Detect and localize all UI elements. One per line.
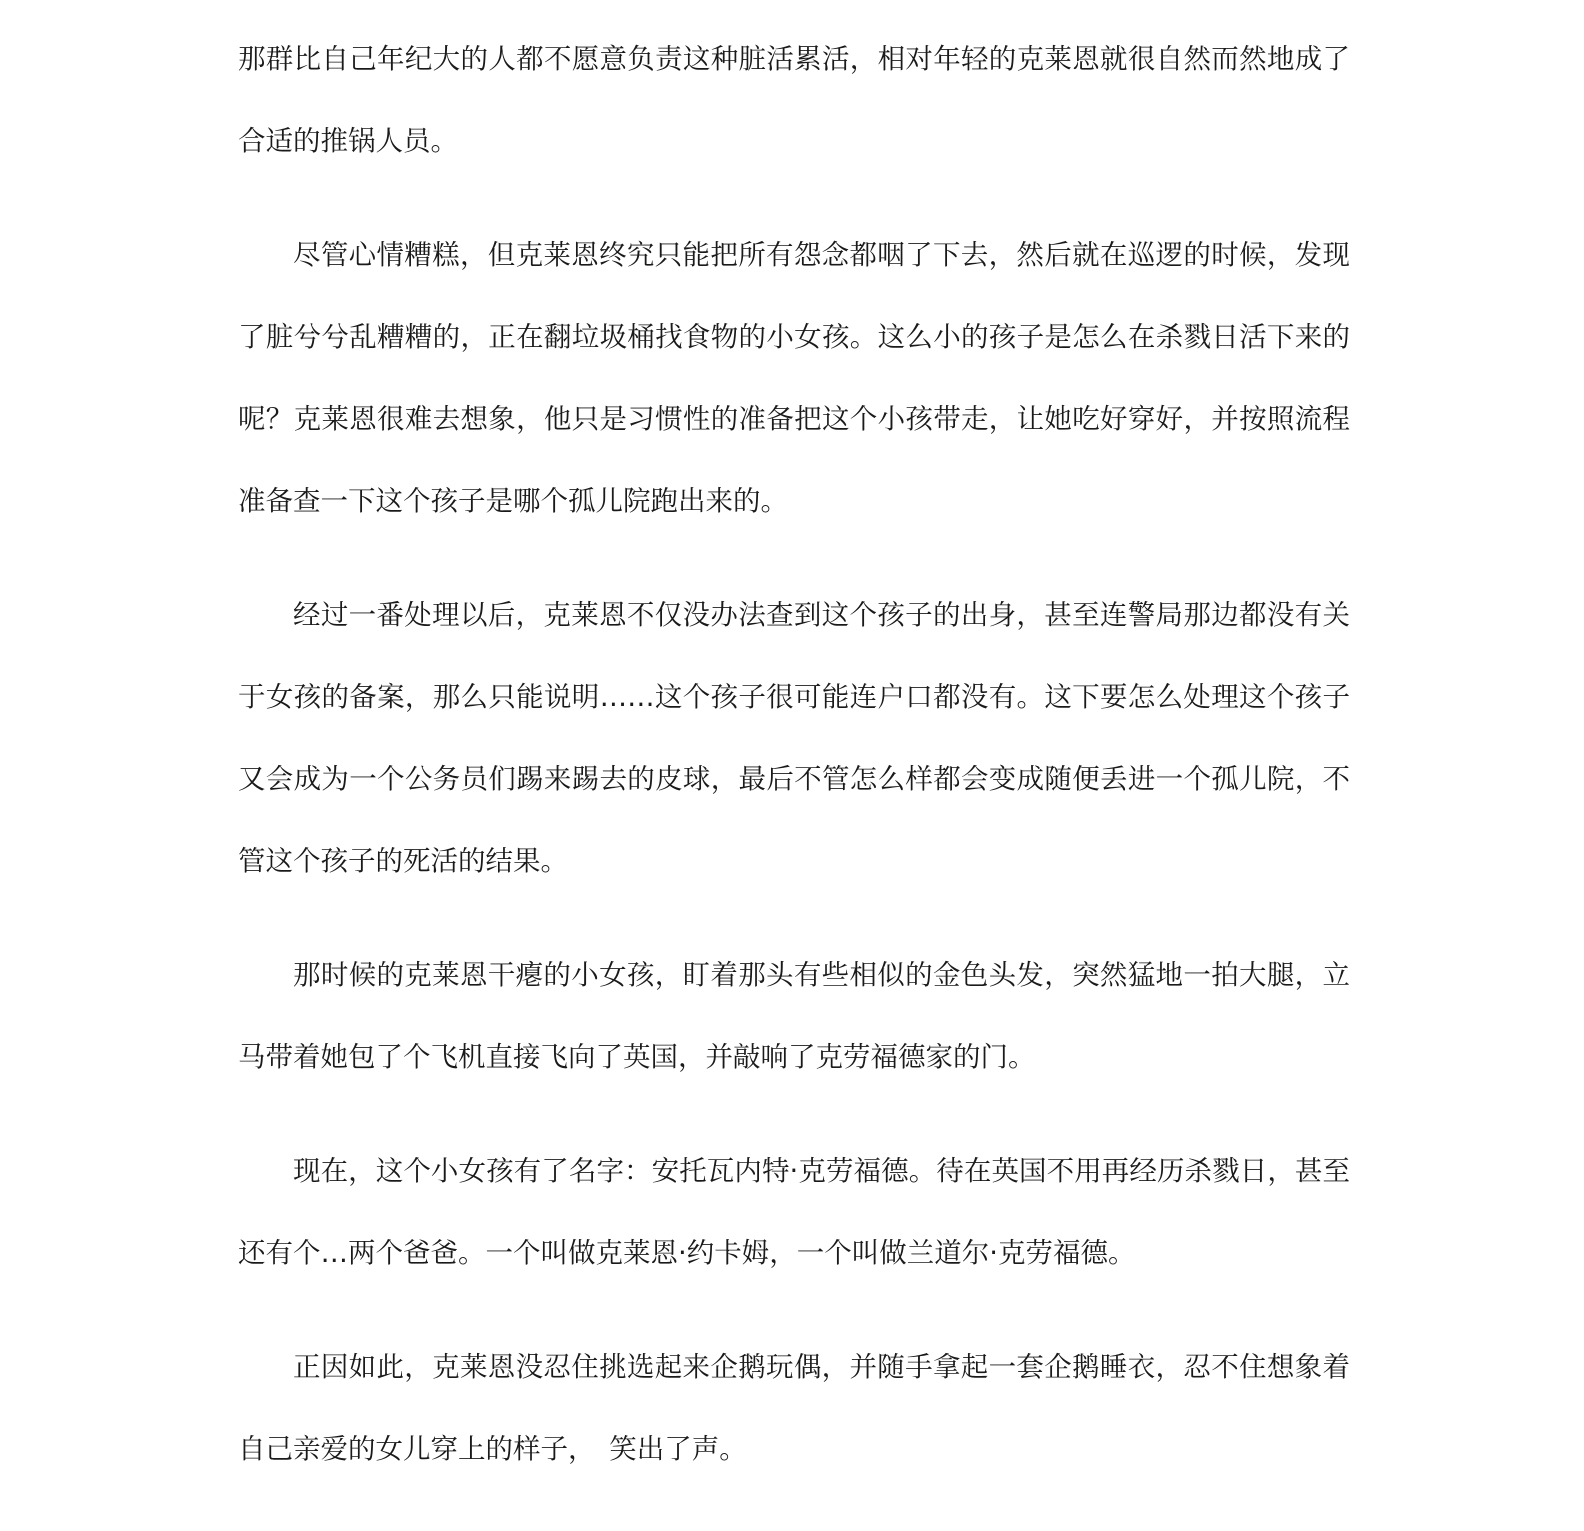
- paragraph-5: 现在，这个小女孩有了名字：安托瓦内特·克劳福德。待在英国不用再经历杀戮日，甚至还有个…两个爸爸。一个叫做克莱恩·约卡姆，一个叫做兰道尔·克劳福德。: [238, 1155, 1350, 1269]
- text-column: [238, 18, 1350, 1490]
- paragraph-6: 正因如此，克莱恩没忍住挑选起来企鹅玩偶，并随手拿起一套企鹅睡衣，忍不住想象着自己亲爱的女儿穿上的样子， 笑出了声。: [238, 1351, 1350, 1465]
- paragraph-4: 那时候的克莱恩干瘪的小女孩，盯着那头有些相似的金色头发，突然猛地一拍大腿，立马带着她包了个飞机直接飞向了英国，并敲响了克劳福德家的门。: [238, 959, 1350, 1073]
- paragraph-1: 那群比自己年纪大的人都不愿意负责这种脏活累活，相对年轻的克莱恩就很自然而然地成了合适的推锅人员。: [238, 43, 1350, 157]
- paragraph-2: 尽管心情糟糕，但克莱恩终究只能把所有怨念都咽了下去，然后就在巡逻的时候，发现了脏兮兮乱糟糟的，正在翻垃圾桶找食物的小女孩。这么小的孩子是怎么在杀戮日活下来的呢？克莱恩很难去想象，他只是习惯性的准备把这个小孩带走，让她吃好穿好，并按照流程准备查一下这个孩子是哪个孤儿院跑出来的。: [238, 239, 1350, 517]
- paragraph-3: 经过一番处理以后，克莱恩不仅没办法查到这个孩子的出身，甚至连警局那边都没有关于女孩的备案，那么只能说明……这个孩子很可能连户口都没有。这下要怎么处理这个孩子又会成为一个公务员们踢来踢去的皮球，最后不管怎么样都会变成随便丢进一个孤儿院，不管这个孩子的死活的结果。: [238, 599, 1350, 877]
